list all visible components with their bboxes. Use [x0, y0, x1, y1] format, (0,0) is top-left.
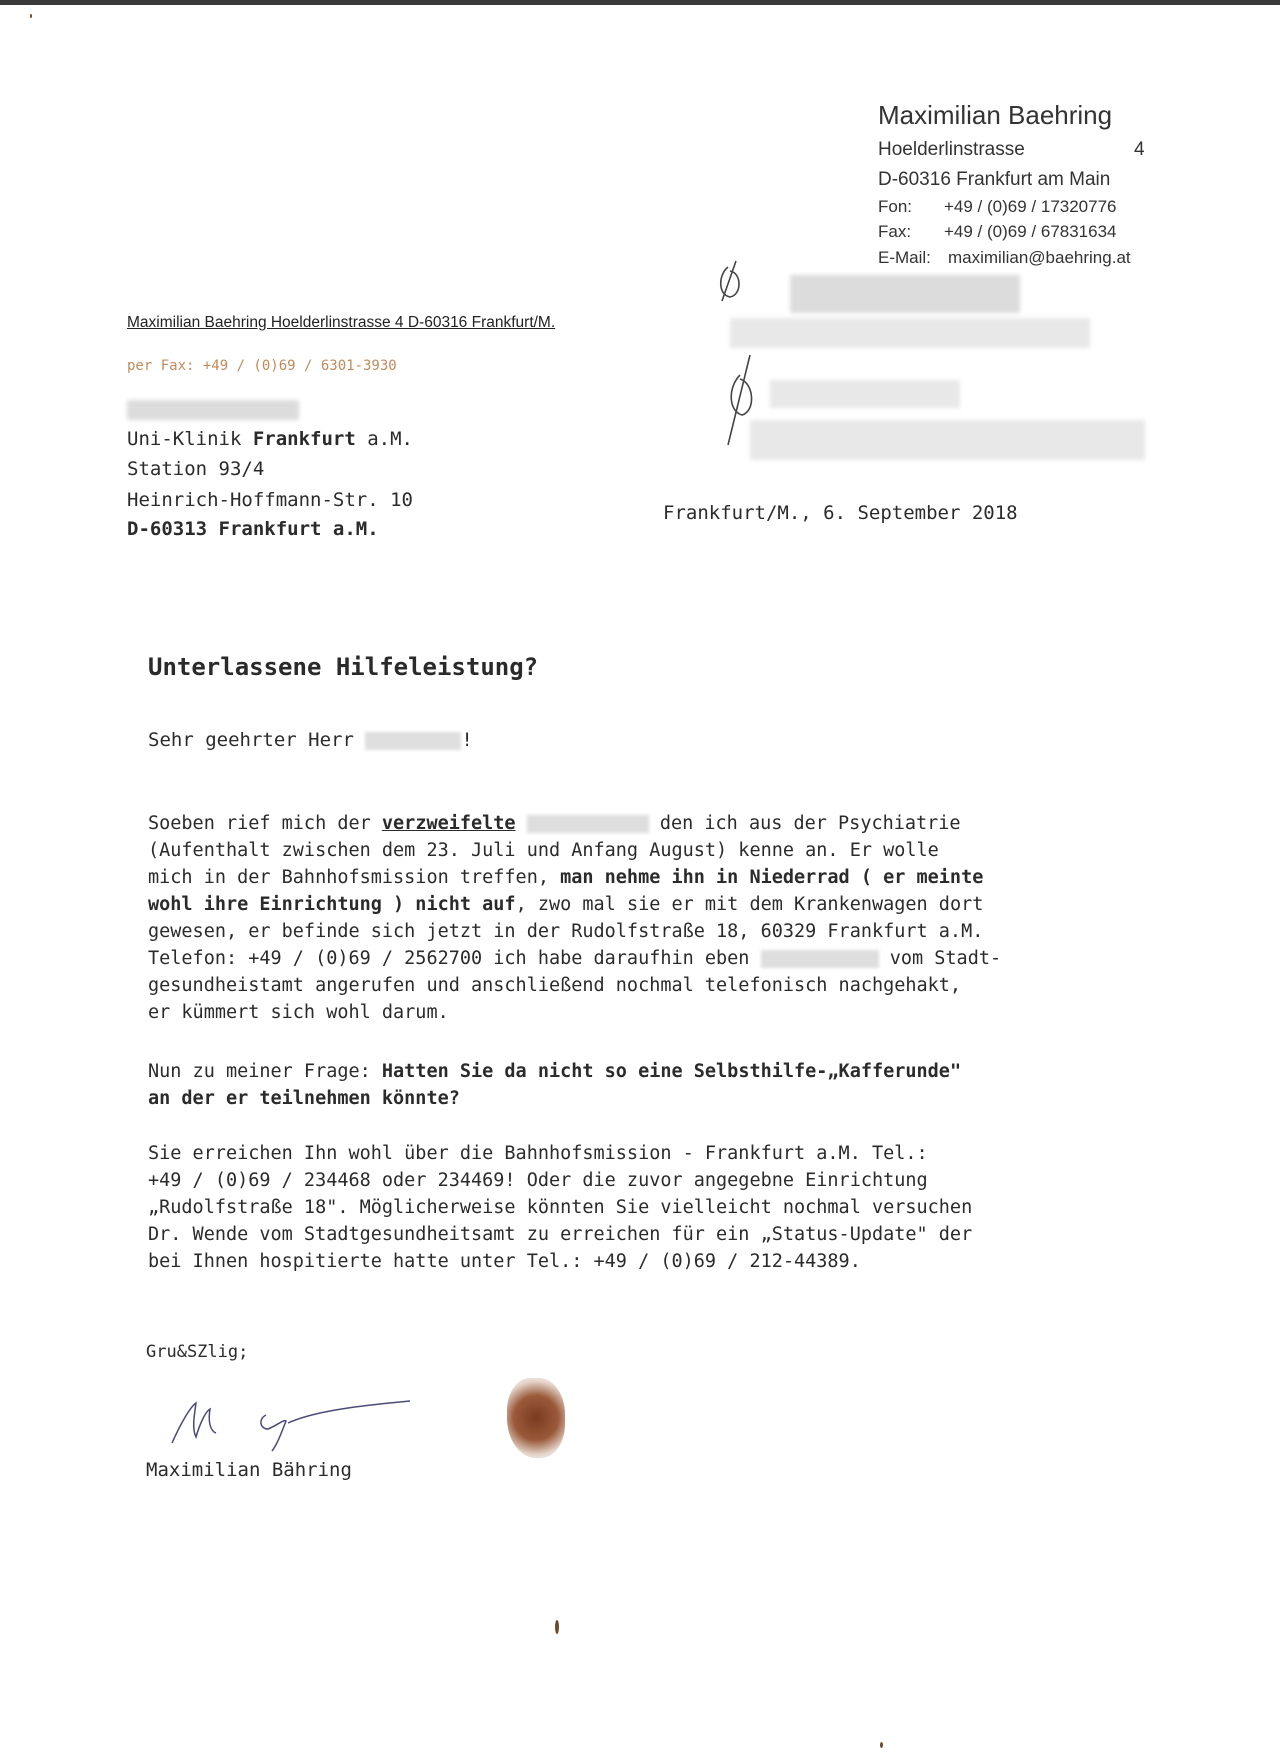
fax-label: Fax:	[878, 222, 912, 241]
body-paragraph-2	[148, 1058, 961, 1112]
subject-line: Unterlassene Hilfeleistung?	[148, 653, 539, 681]
scan-speck	[880, 1742, 883, 1748]
email-value: maximilian@baehring.at	[948, 248, 1131, 267]
sender-street: Hoelderlinstrasse	[878, 139, 1025, 160]
coffee-stain	[507, 1378, 565, 1458]
body-line: Dr. Wende vom Stadtgesundheitsamt zu erreichen für ein „Status-Update" der	[148, 1224, 973, 1245]
fax-line: per Fax: +49 / (0)69 / 6301-3930	[127, 358, 397, 374]
body-line: bei Ihnen hospitierte hatte unter Tel.: +49 / (0)69 / 212-44389.	[148, 1251, 861, 1272]
recipient-line-3: Heinrich-Hoffmann-Str. 10	[127, 489, 413, 511]
redacted-block	[790, 275, 1020, 313]
body-line: mich in der Bahnhofsmission treffen, man nehme ihn in Niederrad ( er meinte	[148, 867, 984, 888]
fon-value: +49 / (0)69 / 17320776	[944, 197, 1117, 216]
body-line: Sie erreichen Ihn wohl über die Bahnhofsmission - Frankfurt a.M. Tel.:	[148, 1143, 928, 1164]
recipient-line-2: Station 93/4	[127, 458, 265, 480]
signature-name: Maximilian Bähring	[146, 1459, 352, 1481]
redacted-block	[730, 318, 1090, 348]
redacted-name	[761, 950, 879, 968]
sender-name: Maximilian Baehring	[878, 100, 1113, 130]
body-line: Telefon: +49 / (0)69 / 2562700 ich habe daraufhin eben vom Stadt-	[148, 948, 1002, 969]
recipient-line-1: Uni-Klinik Frankfurt a.M.	[127, 428, 413, 450]
sender-house-number: 4	[1134, 139, 1145, 160]
body-line: er kümmert sich wohl darum.	[148, 1002, 449, 1023]
handwritten-signature	[160, 1385, 420, 1455]
sender-city: D-60316 Frankfurt am Main	[878, 169, 1111, 190]
body-paragraph-3	[148, 1140, 972, 1275]
closing: Gru&SZlig;	[146, 1342, 249, 1362]
body-line: „Rudolfstraße 18". Möglicherweise könnten Sie vielleicht nochmal versuchen	[148, 1197, 973, 1218]
redacted-name	[527, 815, 649, 833]
body-line: gesundheistamt angerufen und anschließend nochmal telefonisch nachgehakt,	[148, 975, 962, 996]
body-line: Nun zu meiner Frage: Hatten Sie da nicht so eine Selbsthilfe-„Kafferunde"	[148, 1061, 962, 1082]
scan-top-edge	[0, 0, 1280, 5]
redacted-block	[770, 380, 960, 408]
body-line: an der er teilnehmen könnte?	[148, 1088, 460, 1109]
fon-label: Fon:	[878, 197, 913, 216]
recipient-line-4: D-60313 Frankfurt a.M.	[127, 518, 379, 540]
redacted-block	[750, 420, 1145, 460]
body-line: (Aufenthalt zwischen dem 23. Juli und Anfang August) kenne an. Er wolle	[148, 840, 939, 861]
body-line: wohl ihre Einrichtung ) nicht auf, zwo mal sie er mit dem Krankenwagen dort	[148, 894, 984, 915]
return-address: Maximilian Baehring Hoelderlinstrasse 4 D-60316 Frankfurt/M.	[127, 314, 556, 331]
body-line: +49 / (0)69 / 234468 oder 234469! Oder die zuvor angegebne Einrichtung	[148, 1170, 928, 1191]
email-label: E-Mail:	[878, 248, 931, 267]
redacted-recipient-name	[127, 400, 299, 420]
letter-date: Frankfurt/M., 6. September 2018	[663, 502, 1018, 524]
fax-value: +49 / (0)69 / 67831634	[944, 222, 1117, 241]
redacted-name	[365, 732, 461, 750]
body-paragraph-1	[148, 810, 1001, 1026]
scan-speck	[30, 14, 32, 18]
scan-speck	[555, 1620, 559, 1634]
body-line: gewesen, er befinde sich jetzt in der Rudolfstraße 18, 60329 Frankfurt a.M.	[148, 921, 984, 942]
body-line: Soeben rief mich der verzweifelte den ich aus der Psychiatrie	[148, 813, 961, 834]
salutation: Sehr geehrter Herr !	[148, 729, 473, 751]
